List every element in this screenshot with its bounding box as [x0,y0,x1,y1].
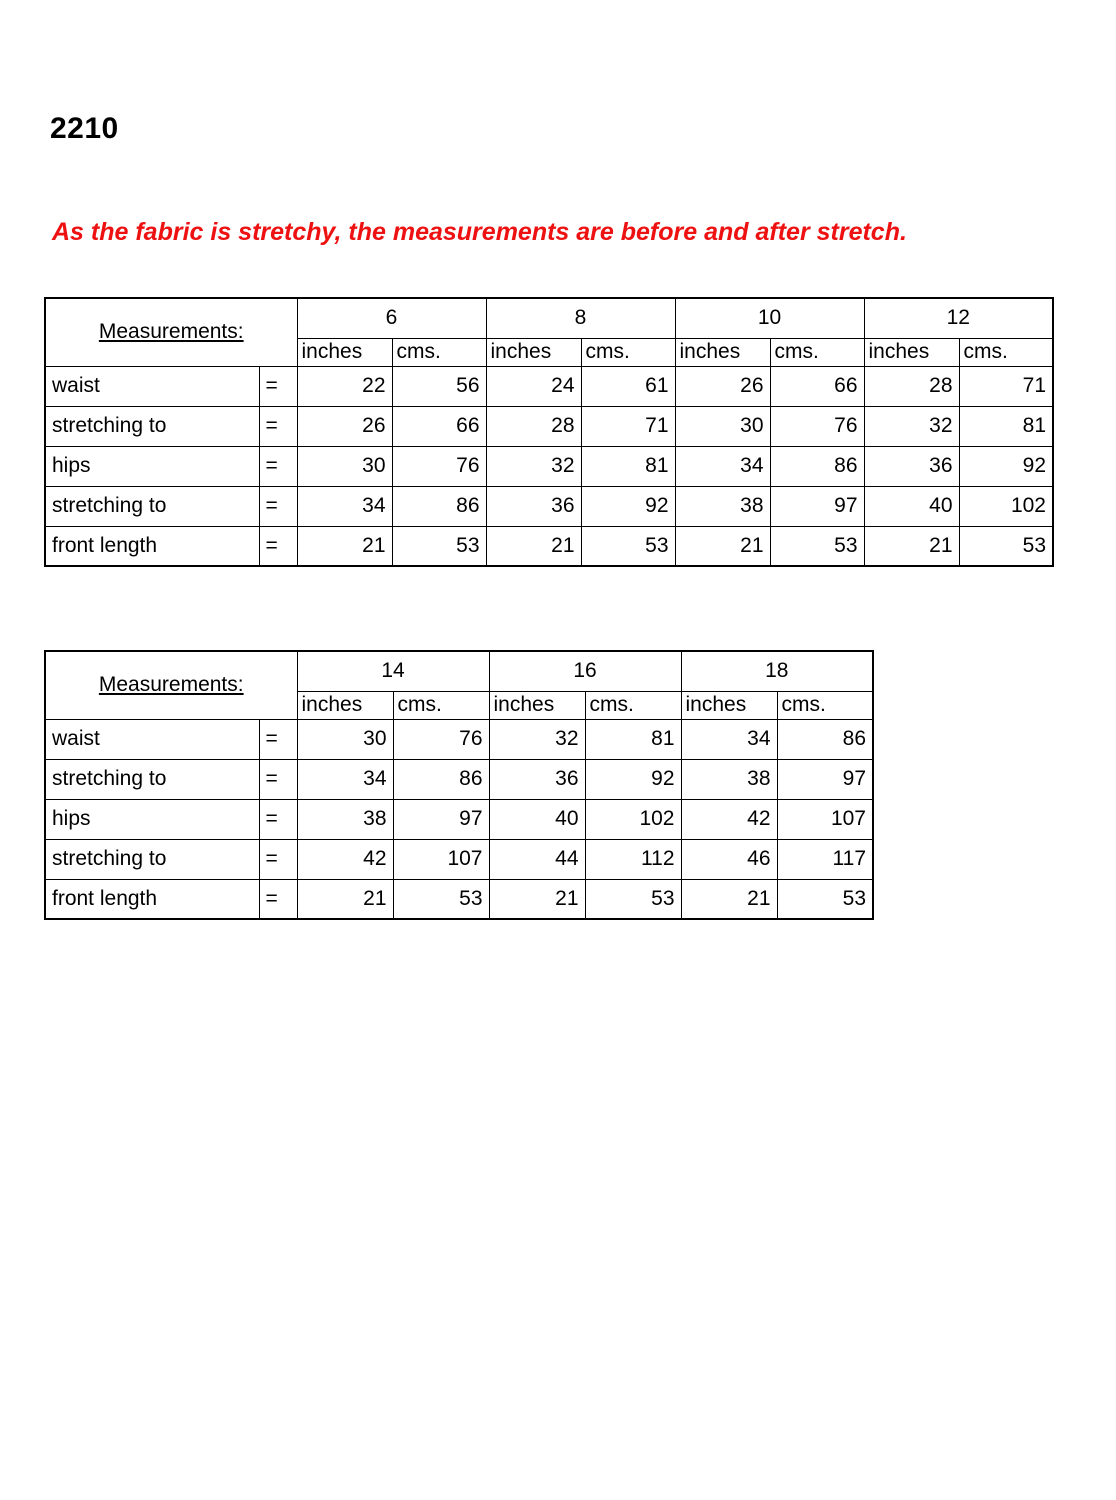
table-row [45,366,1053,406]
value-cell: 53 [959,526,1053,566]
value-cell: 53 [393,879,489,919]
equals-sign: = [259,366,297,406]
value-cell: 102 [959,486,1053,526]
value-cell: 86 [777,719,873,759]
value-cell: 92 [585,759,681,799]
value-cell: 38 [681,759,777,799]
value-cell: 21 [675,526,770,566]
value-cell: 42 [297,839,393,879]
value-cell: 42 [681,799,777,839]
table-row [45,719,873,759]
table-row [45,526,1053,566]
equals-sign: = [259,799,297,839]
value-cell: 61 [581,366,675,406]
measurement-label: hips [45,446,259,486]
measurement-label: waist [45,366,259,406]
unit-header-inches: inches [489,691,585,719]
value-cell: 76 [770,406,864,446]
unit-header-cms: cms. [770,338,864,366]
measurement-label: front length [45,879,259,919]
table-row [45,759,873,799]
unit-header-inches: inches [297,338,392,366]
unit-header-cms: cms. [581,338,675,366]
value-cell: 36 [489,759,585,799]
value-cell: 81 [959,406,1053,446]
value-cell: 38 [297,799,393,839]
value-cell: 21 [681,879,777,919]
value-cell: 86 [770,446,864,486]
table-row [45,486,1053,526]
value-cell: 34 [297,486,392,526]
table-row [45,446,1053,486]
unit-header-inches: inches [681,691,777,719]
value-cell: 30 [675,406,770,446]
value-cell: 117 [777,839,873,879]
unit-header-inches: inches [297,691,393,719]
value-cell: 71 [581,406,675,446]
value-cell: 86 [393,759,489,799]
size-table-14-18 [44,650,874,920]
measurements-header: Measurements: [45,651,297,719]
value-cell: 21 [297,526,392,566]
measurement-label: front length [45,526,259,566]
value-cell: 81 [585,719,681,759]
value-cell: 76 [392,446,486,486]
value-cell: 21 [864,526,959,566]
unit-header-inches: inches [864,338,959,366]
unit-header-cms: cms. [585,691,681,719]
stretch-note: As the fabric is stretchy, the measurements are before and after stretch. [52,218,907,246]
value-cell: 24 [486,366,581,406]
measurement-label: stretching to [45,486,259,526]
value-cell: 22 [297,366,392,406]
value-cell: 92 [581,486,675,526]
value-cell: 40 [864,486,959,526]
value-cell: 21 [489,879,585,919]
value-cell: 53 [770,526,864,566]
value-cell: 66 [392,406,486,446]
value-cell: 53 [777,879,873,919]
equals-sign: = [259,446,297,486]
value-cell: 36 [864,446,959,486]
value-cell: 53 [581,526,675,566]
size-header: 12 [864,298,1053,338]
value-cell: 53 [392,526,486,566]
document-title: 2210 [50,112,119,145]
table-row [45,799,873,839]
value-cell: 97 [777,759,873,799]
value-cell: 112 [585,839,681,879]
size-header: 18 [681,651,873,691]
value-cell: 34 [675,446,770,486]
value-cell: 97 [393,799,489,839]
value-cell: 46 [681,839,777,879]
value-cell: 26 [675,366,770,406]
table-row [45,839,873,879]
value-cell: 30 [297,719,393,759]
equals-sign: = [259,406,297,446]
value-cell: 92 [959,446,1053,486]
value-cell: 21 [297,879,393,919]
value-cell: 53 [585,879,681,919]
size-table-6-12 [44,297,1054,567]
value-cell: 107 [393,839,489,879]
equals-sign: = [259,759,297,799]
value-cell: 32 [489,719,585,759]
value-cell: 38 [675,486,770,526]
value-cell: 102 [585,799,681,839]
size-header: 10 [675,298,864,338]
value-cell: 32 [864,406,959,446]
size-header: 16 [489,651,681,691]
value-cell: 107 [777,799,873,839]
equals-sign: = [259,839,297,879]
unit-header-inches: inches [486,338,581,366]
value-cell: 66 [770,366,864,406]
value-cell: 32 [486,446,581,486]
equals-sign: = [259,486,297,526]
measurement-label: waist [45,719,259,759]
measurement-label: stretching to [45,406,259,446]
value-cell: 34 [681,719,777,759]
size-header: 14 [297,651,489,691]
size-header-row [45,298,1053,338]
value-cell: 97 [770,486,864,526]
value-cell: 30 [297,446,392,486]
value-cell: 21 [486,526,581,566]
value-cell: 71 [959,366,1053,406]
equals-sign: = [259,879,297,919]
measurements-header: Measurements: [45,298,297,366]
value-cell: 56 [392,366,486,406]
equals-sign: = [259,526,297,566]
value-cell: 40 [489,799,585,839]
unit-header-cms: cms. [393,691,489,719]
value-cell: 76 [393,719,489,759]
unit-header-cms: cms. [777,691,873,719]
measurement-label: stretching to [45,839,259,879]
size-header-row [45,651,873,691]
measurement-label: hips [45,799,259,839]
equals-sign: = [259,719,297,759]
value-cell: 28 [486,406,581,446]
value-cell: 44 [489,839,585,879]
value-cell: 34 [297,759,393,799]
value-cell: 36 [486,486,581,526]
value-cell: 86 [392,486,486,526]
unit-header-inches: inches [675,338,770,366]
table-row [45,406,1053,446]
size-header: 8 [486,298,675,338]
value-cell: 26 [297,406,392,446]
unit-header-cms: cms. [959,338,1053,366]
table-row [45,879,873,919]
measurement-label: stretching to [45,759,259,799]
unit-header-cms: cms. [392,338,486,366]
value-cell: 28 [864,366,959,406]
value-cell: 81 [581,446,675,486]
size-header: 6 [297,298,486,338]
